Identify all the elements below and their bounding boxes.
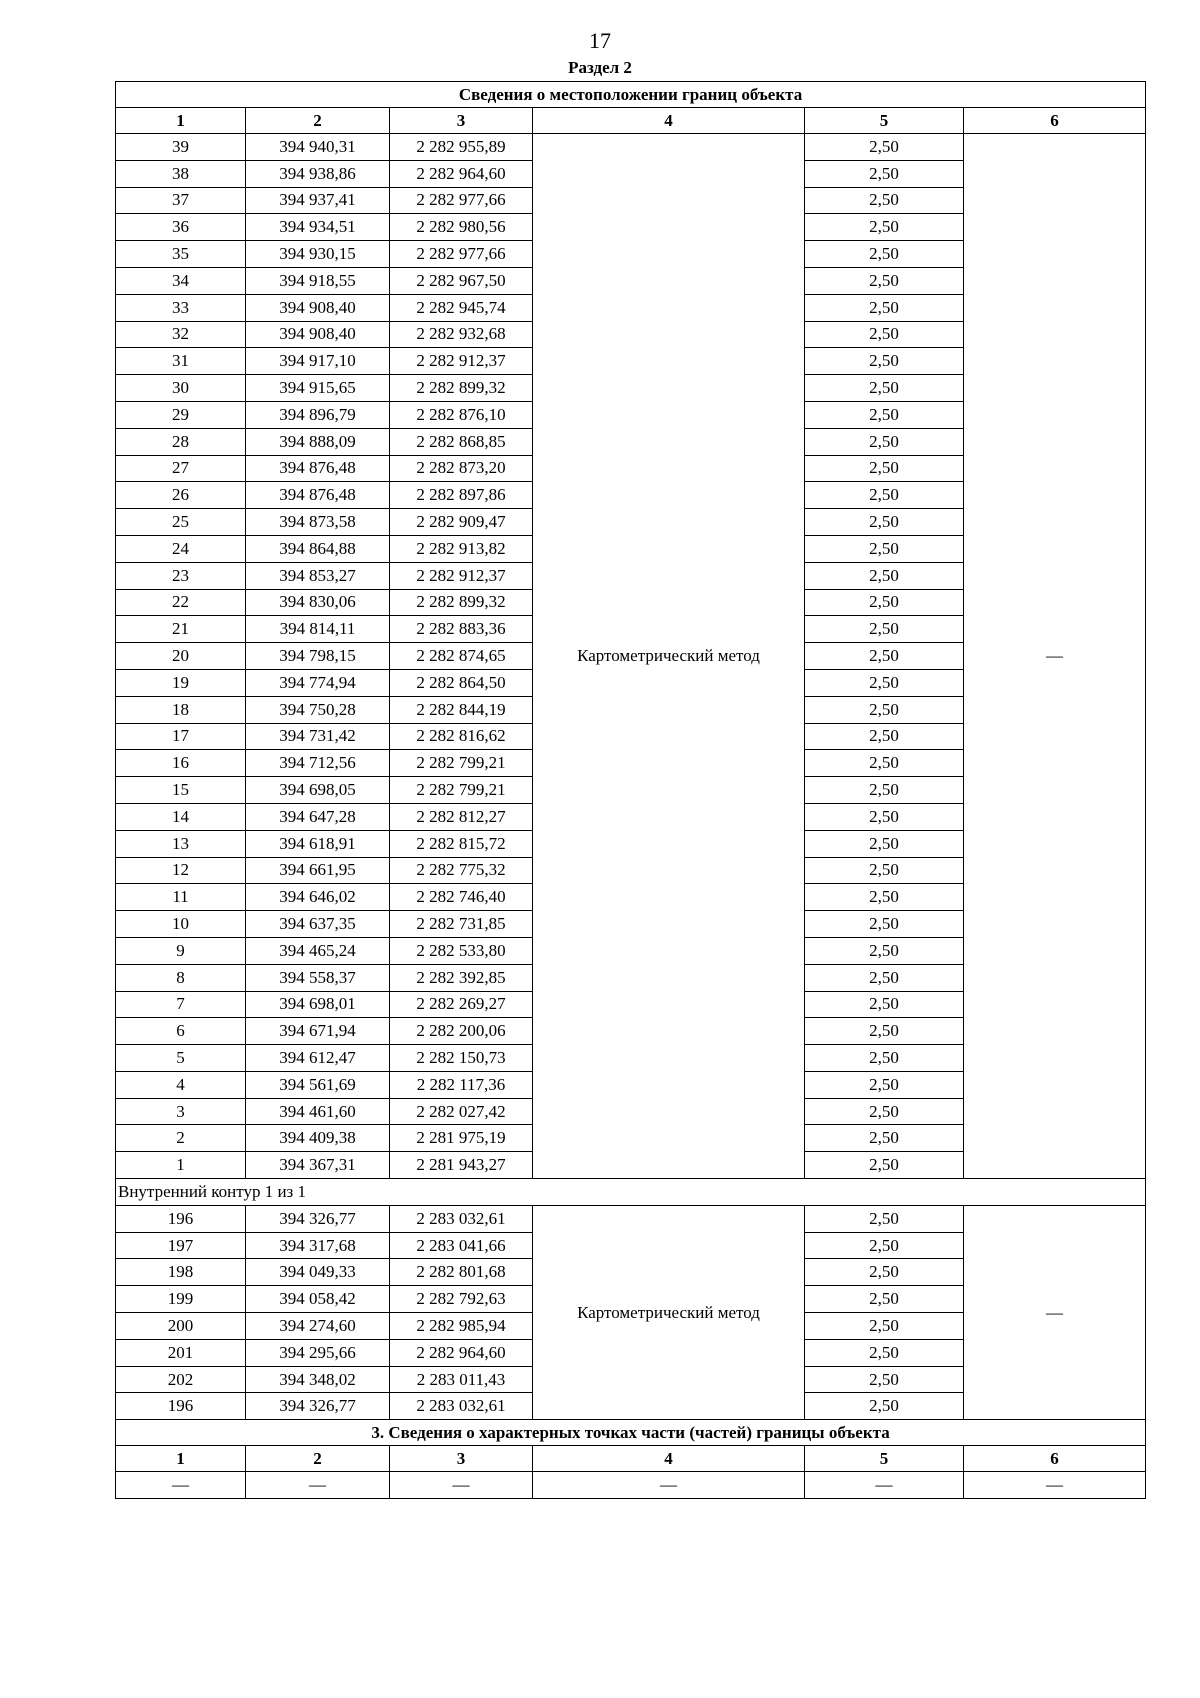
coord-x: 394 274,60 (246, 1313, 390, 1340)
accuracy: 2,50 (805, 455, 964, 482)
coord-y: 2 282 977,66 (390, 187, 533, 214)
coord-y: 2 282 200,06 (390, 1018, 533, 1045)
coord-y: 2 283 011,43 (390, 1366, 533, 1393)
coord-x: 394 917,10 (246, 348, 390, 375)
coord-y: 2 281 975,19 (390, 1125, 533, 1152)
accuracy: 2,50 (805, 562, 964, 589)
point-number: 202 (116, 1366, 246, 1393)
accuracy: 2,50 (805, 187, 964, 214)
accuracy: 2,50 (805, 1366, 964, 1393)
column-number: 4 (533, 108, 805, 134)
column-number: 6 (964, 108, 1146, 134)
coord-y: 2 282 844,19 (390, 696, 533, 723)
accuracy: 2,50 (805, 723, 964, 750)
point-number: 2 (116, 1125, 246, 1152)
coord-x: 394 698,01 (246, 991, 390, 1018)
point-number: 1 (116, 1152, 246, 1179)
accuracy: 2,50 (805, 669, 964, 696)
accuracy: 2,50 (805, 1125, 964, 1152)
coord-y: 2 282 912,37 (390, 348, 533, 375)
accuracy: 2,50 (805, 857, 964, 884)
point-number: 39 (116, 134, 246, 161)
empty-cell: — (116, 1472, 246, 1499)
coord-y: 2 282 731,85 (390, 911, 533, 938)
point-number: 196 (116, 1393, 246, 1420)
coord-y: 2 282 533,80 (390, 937, 533, 964)
coord-x: 394 750,28 (246, 696, 390, 723)
accuracy: 2,50 (805, 964, 964, 991)
point-number: 32 (116, 321, 246, 348)
coord-y: 2 283 041,66 (390, 1232, 533, 1259)
coord-x: 394 876,48 (246, 482, 390, 509)
point-number: 13 (116, 830, 246, 857)
point-number: 31 (116, 348, 246, 375)
coord-x: 394 317,68 (246, 1232, 390, 1259)
point-number: 198 (116, 1259, 246, 1286)
coord-y: 2 282 955,89 (390, 134, 533, 161)
section3-title: 3. Сведения о характерных точках части (частей) границы объекта (116, 1420, 1146, 1446)
coord-y: 2 282 815,72 (390, 830, 533, 857)
coord-y: 2 282 980,56 (390, 214, 533, 241)
coord-y: 2 282 873,20 (390, 455, 533, 482)
coord-x: 394 671,94 (246, 1018, 390, 1045)
table-title-row (116, 82, 1146, 108)
point-number: 18 (116, 696, 246, 723)
coord-x: 394 348,02 (246, 1366, 390, 1393)
accuracy: 2,50 (805, 1286, 964, 1313)
coord-x: 394 561,69 (246, 1071, 390, 1098)
accuracy: 2,50 (805, 991, 964, 1018)
accuracy: 2,50 (805, 294, 964, 321)
col6-cell: — (964, 134, 1146, 1179)
point-number: 14 (116, 803, 246, 830)
accuracy: 2,50 (805, 1205, 964, 1232)
coord-y: 2 282 967,50 (390, 267, 533, 294)
coord-x: 394 864,88 (246, 535, 390, 562)
column-number: 2 (246, 108, 390, 134)
accuracy: 2,50 (805, 160, 964, 187)
accuracy: 2,50 (805, 375, 964, 402)
accuracy: 2,50 (805, 830, 964, 857)
accuracy: 2,50 (805, 321, 964, 348)
point-number: 200 (116, 1313, 246, 1340)
point-number: 16 (116, 750, 246, 777)
section3-column-number-row (116, 1446, 1146, 1472)
col6-cell: — (964, 1205, 1146, 1419)
coord-x: 394 934,51 (246, 214, 390, 241)
coord-y: 2 281 943,27 (390, 1152, 533, 1179)
accuracy: 2,50 (805, 884, 964, 911)
coord-y: 2 282 964,60 (390, 160, 533, 187)
column-number: 3 (390, 1446, 533, 1472)
coord-y: 2 282 799,21 (390, 750, 533, 777)
coord-x: 394 326,77 (246, 1393, 390, 1420)
accuracy: 2,50 (805, 509, 964, 536)
point-number: 28 (116, 428, 246, 455)
coord-y: 2 283 032,61 (390, 1205, 533, 1232)
accuracy: 2,50 (805, 589, 964, 616)
coord-x: 394 853,27 (246, 562, 390, 589)
point-number: 23 (116, 562, 246, 589)
table-title: Сведения о местоположении границ объекта (116, 82, 1146, 108)
accuracy: 2,50 (805, 1018, 964, 1045)
section-heading: Раздел 2 (568, 58, 632, 77)
coord-x: 394 873,58 (246, 509, 390, 536)
accuracy: 2,50 (805, 348, 964, 375)
coord-y: 2 282 117,36 (390, 1071, 533, 1098)
point-number: 3 (116, 1098, 246, 1125)
accuracy: 2,50 (805, 1232, 964, 1259)
empty-cell: — (246, 1472, 390, 1499)
page-number: 17 (589, 28, 611, 53)
point-number: 19 (116, 669, 246, 696)
coord-x: 394 731,42 (246, 723, 390, 750)
accuracy: 2,50 (805, 1045, 964, 1072)
coord-x: 394 049,33 (246, 1259, 390, 1286)
point-number: 7 (116, 991, 246, 1018)
coord-y: 2 282 801,68 (390, 1259, 533, 1286)
point-number: 34 (116, 267, 246, 294)
coord-x: 394 637,35 (246, 911, 390, 938)
accuracy: 2,50 (805, 1339, 964, 1366)
coord-x: 394 774,94 (246, 669, 390, 696)
point-number: 38 (116, 160, 246, 187)
empty-cell: — (805, 1472, 964, 1499)
column-number: 3 (390, 108, 533, 134)
coord-x: 394 618,91 (246, 830, 390, 857)
coord-y: 2 282 392,85 (390, 964, 533, 991)
point-number: 15 (116, 777, 246, 804)
accuracy: 2,50 (805, 777, 964, 804)
accuracy: 2,50 (805, 616, 964, 643)
coord-x: 394 326,77 (246, 1205, 390, 1232)
point-number: 11 (116, 884, 246, 911)
point-number: 21 (116, 616, 246, 643)
coord-y: 2 282 909,47 (390, 509, 533, 536)
point-number: 37 (116, 187, 246, 214)
coord-y: 2 282 897,86 (390, 482, 533, 509)
accuracy: 2,50 (805, 750, 964, 777)
point-number: 12 (116, 857, 246, 884)
point-number: 36 (116, 214, 246, 241)
accuracy: 2,50 (805, 214, 964, 241)
point-number: 8 (116, 964, 246, 991)
column-number: 1 (116, 108, 246, 134)
accuracy: 2,50 (805, 643, 964, 670)
coord-y: 2 282 899,32 (390, 375, 533, 402)
coord-x: 394 938,86 (246, 160, 390, 187)
accuracy: 2,50 (805, 401, 964, 428)
method-cell: Картометрический метод (533, 134, 805, 1179)
column-number: 5 (805, 108, 964, 134)
accuracy: 2,50 (805, 241, 964, 268)
coord-x: 394 465,24 (246, 937, 390, 964)
point-number: 22 (116, 589, 246, 616)
coord-x: 394 646,02 (246, 884, 390, 911)
point-number: 10 (116, 911, 246, 938)
coord-y: 2 282 799,21 (390, 777, 533, 804)
accuracy: 2,50 (805, 482, 964, 509)
coord-x: 394 937,41 (246, 187, 390, 214)
coord-x: 394 661,95 (246, 857, 390, 884)
point-number: 6 (116, 1018, 246, 1045)
coord-y: 2 282 913,82 (390, 535, 533, 562)
coord-x: 394 367,31 (246, 1152, 390, 1179)
accuracy: 2,50 (805, 1313, 964, 1340)
coord-y: 2 282 932,68 (390, 321, 533, 348)
coord-x: 394 915,65 (246, 375, 390, 402)
accuracy: 2,50 (805, 1071, 964, 1098)
coord-x: 394 295,66 (246, 1339, 390, 1366)
column-number: 1 (116, 1446, 246, 1472)
point-number: 197 (116, 1232, 246, 1259)
column-number: 2 (246, 1446, 390, 1472)
table-row (116, 134, 1146, 161)
point-number: 35 (116, 241, 246, 268)
coord-y: 2 282 775,32 (390, 857, 533, 884)
coord-y: 2 282 868,85 (390, 428, 533, 455)
coord-x: 394 058,42 (246, 1286, 390, 1313)
accuracy: 2,50 (805, 535, 964, 562)
coord-y: 2 282 269,27 (390, 991, 533, 1018)
accuracy: 2,50 (805, 1259, 964, 1286)
coord-x: 394 647,28 (246, 803, 390, 830)
accuracy: 2,50 (805, 696, 964, 723)
section3-data-row (116, 1472, 1146, 1499)
coord-x: 394 940,31 (246, 134, 390, 161)
coord-x: 394 461,60 (246, 1098, 390, 1125)
coord-x: 394 798,15 (246, 643, 390, 670)
coord-x: 394 830,06 (246, 589, 390, 616)
coord-y: 2 282 883,36 (390, 616, 533, 643)
coord-y: 2 282 876,10 (390, 401, 533, 428)
point-number: 25 (116, 509, 246, 536)
coord-x: 394 712,56 (246, 750, 390, 777)
coord-y: 2 282 985,94 (390, 1313, 533, 1340)
point-number: 9 (116, 937, 246, 964)
empty-cell: — (390, 1472, 533, 1499)
column-number-row (116, 108, 1146, 134)
coord-y: 2 282 150,73 (390, 1045, 533, 1072)
boundary-table (115, 81, 1146, 1499)
coord-y: 2 282 027,42 (390, 1098, 533, 1125)
point-number: 29 (116, 401, 246, 428)
coord-x: 394 908,40 (246, 294, 390, 321)
coord-x: 394 908,40 (246, 321, 390, 348)
coord-x: 394 612,47 (246, 1045, 390, 1072)
section3-title-row (116, 1420, 1146, 1446)
point-number: 199 (116, 1286, 246, 1313)
accuracy: 2,50 (805, 1152, 964, 1179)
coord-y: 2 282 816,62 (390, 723, 533, 750)
point-number: 30 (116, 375, 246, 402)
coord-y: 2 283 032,61 (390, 1393, 533, 1420)
column-number: 5 (805, 1446, 964, 1472)
coord-x: 394 558,37 (246, 964, 390, 991)
coord-x: 394 814,11 (246, 616, 390, 643)
point-number: 196 (116, 1205, 246, 1232)
point-number: 17 (116, 723, 246, 750)
coord-y: 2 282 899,32 (390, 589, 533, 616)
point-number: 5 (116, 1045, 246, 1072)
point-number: 26 (116, 482, 246, 509)
accuracy: 2,50 (805, 803, 964, 830)
coord-x: 394 888,09 (246, 428, 390, 455)
coord-x: 394 698,05 (246, 777, 390, 804)
coord-y: 2 282 945,74 (390, 294, 533, 321)
empty-cell: — (964, 1472, 1146, 1499)
point-number: 4 (116, 1071, 246, 1098)
point-number: 27 (116, 455, 246, 482)
column-number: 6 (964, 1446, 1146, 1472)
coord-y: 2 282 912,37 (390, 562, 533, 589)
accuracy: 2,50 (805, 937, 964, 964)
coord-y: 2 282 864,50 (390, 669, 533, 696)
coord-y: 2 282 874,65 (390, 643, 533, 670)
point-number: 201 (116, 1339, 246, 1366)
accuracy: 2,50 (805, 911, 964, 938)
accuracy: 2,50 (805, 267, 964, 294)
coord-y: 2 282 964,60 (390, 1339, 533, 1366)
coord-y: 2 282 792,63 (390, 1286, 533, 1313)
inner-contour-label: Внутренний контур 1 из 1 (116, 1179, 1146, 1206)
accuracy: 2,50 (805, 1393, 964, 1420)
coord-x: 394 876,48 (246, 455, 390, 482)
coord-y: 2 282 746,40 (390, 884, 533, 911)
coord-y: 2 282 812,27 (390, 803, 533, 830)
point-number: 33 (116, 294, 246, 321)
coord-x: 394 918,55 (246, 267, 390, 294)
coord-x: 394 896,79 (246, 401, 390, 428)
point-number: 24 (116, 535, 246, 562)
accuracy: 2,50 (805, 134, 964, 161)
coord-x: 394 930,15 (246, 241, 390, 268)
point-number: 20 (116, 643, 246, 670)
accuracy: 2,50 (805, 1098, 964, 1125)
coord-y: 2 282 977,66 (390, 241, 533, 268)
empty-cell: — (533, 1472, 805, 1499)
column-number: 4 (533, 1446, 805, 1472)
accuracy: 2,50 (805, 428, 964, 455)
method-cell: Картометрический метод (533, 1205, 805, 1419)
coord-x: 394 409,38 (246, 1125, 390, 1152)
table-row (116, 1205, 1146, 1232)
inner-contour-row (116, 1179, 1146, 1206)
